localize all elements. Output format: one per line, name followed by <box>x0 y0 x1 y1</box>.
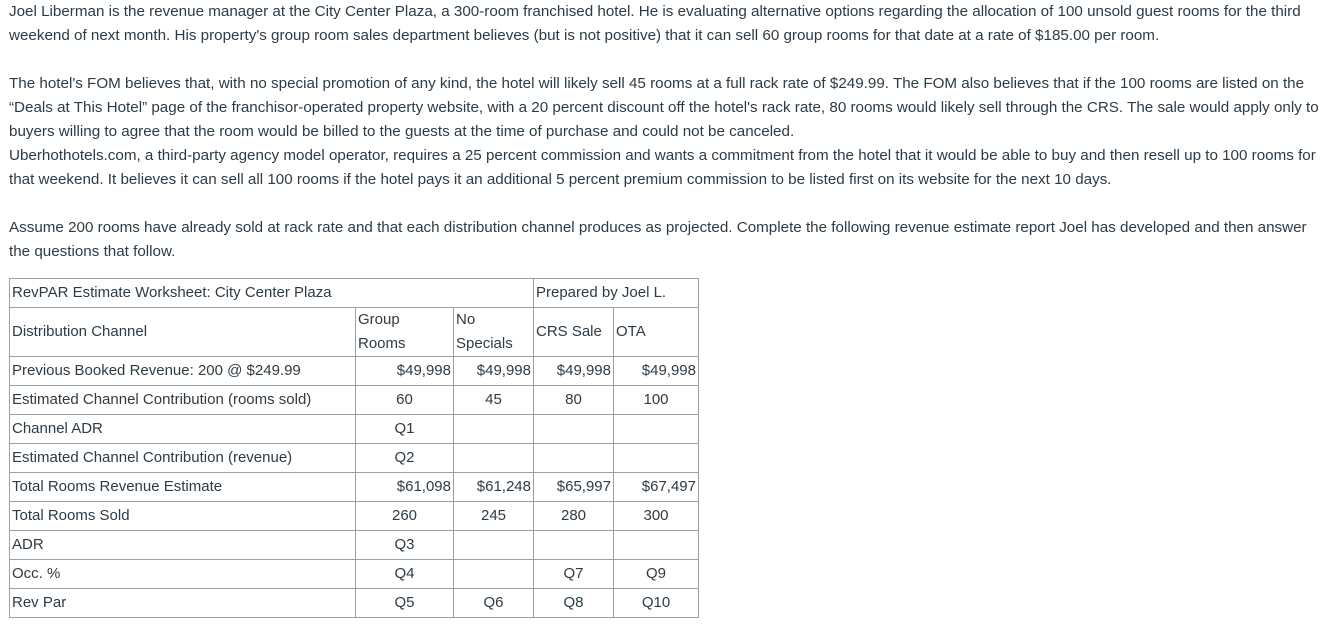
cell-group: $49,998 <box>356 357 454 386</box>
cell-group: Q1 <box>356 415 454 444</box>
cell-group: $61,098 <box>356 473 454 502</box>
cell-ota <box>614 444 699 473</box>
header-crs-sale: CRS Sale <box>534 308 614 357</box>
cell-crs: Q8 <box>534 589 614 618</box>
worksheet-header-row <box>10 308 699 357</box>
cell-nospecial: Q6 <box>454 589 534 618</box>
table-row <box>10 473 699 502</box>
cell-nospecial <box>454 531 534 560</box>
cell-ota: Q10 <box>614 589 699 618</box>
row-label: Previous Booked Revenue: 200 @ $249.99 <box>10 357 356 386</box>
table-row <box>10 531 699 560</box>
header-group-rooms <box>356 308 454 357</box>
row-label: Occ. % <box>10 560 356 589</box>
cell-crs: 80 <box>534 386 614 415</box>
table-row <box>10 589 699 618</box>
cell-crs: 280 <box>534 502 614 531</box>
cell-group: Q5 <box>356 589 454 618</box>
row-label: ADR <box>10 531 356 560</box>
cell-group: 60 <box>356 386 454 415</box>
table-row <box>10 415 699 444</box>
header-nospecial-line2: Specials <box>456 335 513 352</box>
header-nospecial-line1: No <box>456 311 476 328</box>
header-group-line1: Group <box>358 311 400 328</box>
cell-nospecial: $61,248 <box>454 473 534 502</box>
cell-nospecial: 245 <box>454 502 534 531</box>
table-row <box>10 560 699 589</box>
cell-nospecial: 45 <box>454 386 534 415</box>
cell-group: Q4 <box>356 560 454 589</box>
header-group-line2: Rooms <box>358 335 406 352</box>
cell-ota: $49,998 <box>614 357 699 386</box>
worksheet-body <box>10 357 699 618</box>
cell-crs <box>534 415 614 444</box>
cell-ota: 100 <box>614 386 699 415</box>
cell-ota: $67,497 <box>614 473 699 502</box>
table-row <box>10 502 699 531</box>
cell-crs: Q7 <box>534 560 614 589</box>
cell-nospecial: $49,998 <box>454 357 534 386</box>
intro-paragraph-2: The hotel's FOM believes that, with no special promotion of any kind, the hotel will likely sell 45 rooms at a full rack rate of $249.99. The FOM also believes that if the 100 rooms are listed on the “Deals at This Hotel” page of the franchisor-operated property website, with a 20 percent discount off the hotel's rack rate, 80 rooms would likely sell through the CRS. The sale would apply only to buyers willing to agree that the room would be billed to the guests at the time of purchase and could not be canceled. <box>9 75 1319 140</box>
intro-paragraph-3: Uberhothotels.com, a third-party agency model operator, requires a 25 percent commission and wants a commitment from the hotel that it would be able to buy and then resell up to 100 rooms for that weekend. It believes it can sell all 100 rooms if the hotel pays it an additional 5 percent premium commission to be listed first on its website for the next 10 days. <box>9 147 1316 188</box>
row-label: Total Rooms Revenue Estimate <box>10 473 356 502</box>
cell-nospecial <box>454 444 534 473</box>
row-label: Estimated Channel Contribution (rooms sold) <box>10 386 356 415</box>
table-row <box>10 444 699 473</box>
intro-paragraph-1: Joel Liberman is the revenue manager at the City Center Plaza, a 300-room franchised hotel. He is evaluating alternative options regarding the allocation of 100 unsold guest rooms for the third weekend of next month. His property's group room sales department believes (but is not positive) that it can sell 60 group rooms for that date at a rate of $185.00 per room. <box>9 3 1301 44</box>
revpar-worksheet-table <box>9 278 699 618</box>
cell-group: Q3 <box>356 531 454 560</box>
cell-ota <box>614 415 699 444</box>
cell-ota: Q9 <box>614 560 699 589</box>
worksheet-title: RevPAR Estimate Worksheet: City Center Plaza <box>10 279 534 308</box>
prepared-by: Prepared by Joel L. <box>534 279 699 308</box>
header-distribution-channel: Distribution Channel <box>10 308 356 357</box>
row-label: Total Rooms Sold <box>10 502 356 531</box>
cell-ota <box>614 531 699 560</box>
cell-nospecial <box>454 415 534 444</box>
cell-group: 260 <box>356 502 454 531</box>
cell-group: Q2 <box>356 444 454 473</box>
table-row <box>10 386 699 415</box>
row-label: Estimated Channel Contribution (revenue) <box>10 444 356 473</box>
row-label: Rev Par <box>10 589 356 618</box>
header-no-specials <box>454 308 534 357</box>
cell-nospecial <box>454 560 534 589</box>
worksheet-title-row <box>10 279 699 308</box>
table-row <box>10 357 699 386</box>
header-ota: OTA <box>614 308 699 357</box>
cell-crs <box>534 444 614 473</box>
cell-crs: $65,997 <box>534 473 614 502</box>
row-label: Channel ADR <box>10 415 356 444</box>
intro-paragraph-4: Assume 200 rooms have already sold at rack rate and that each distribution channel produces as projected. Complete the following revenue estimate report Joel has developed and then answer the questions that follow. <box>9 219 1307 260</box>
cell-crs <box>534 531 614 560</box>
cell-ota: 300 <box>614 502 699 531</box>
cell-crs: $49,998 <box>534 357 614 386</box>
